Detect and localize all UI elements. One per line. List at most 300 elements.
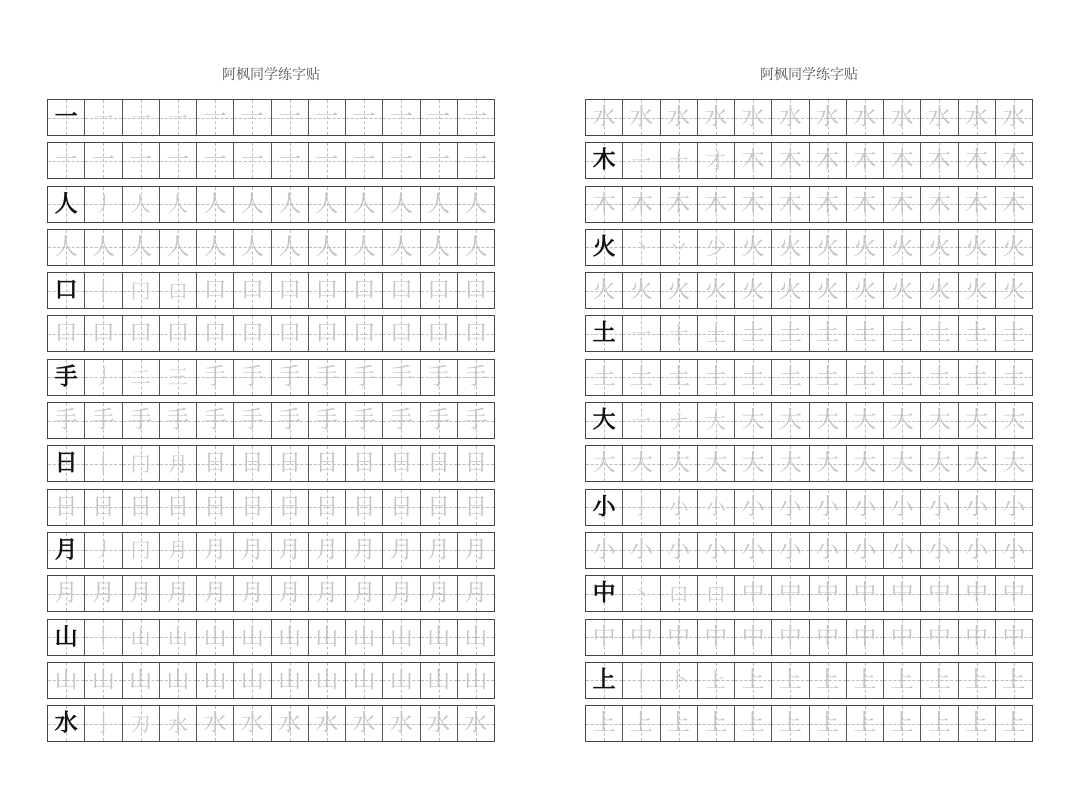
trace-cell <box>884 533 921 568</box>
trace-cell <box>272 620 309 655</box>
trace-character: 水 <box>167 711 188 736</box>
trace-character: 小 <box>778 536 802 563</box>
trace-character: 人 <box>315 190 339 217</box>
trace-cell <box>810 490 847 525</box>
trace-cell <box>85 533 122 568</box>
trace-character: 中 <box>816 623 840 650</box>
trace-cell <box>85 230 122 265</box>
trace-cell <box>921 143 958 178</box>
practice-row <box>47 229 495 266</box>
trace-character: 中 <box>778 623 802 650</box>
trace-character: 人 <box>464 190 488 217</box>
trace-character: 火 <box>1002 233 1026 260</box>
trace-character: 山 <box>167 625 188 650</box>
trace-character: 月 <box>240 536 264 563</box>
trace-character: 日 <box>352 450 376 477</box>
trace-character: 大 <box>853 450 877 477</box>
trace-cell <box>197 403 234 438</box>
trace-character: 手 <box>240 407 264 434</box>
trace-cell <box>772 316 809 351</box>
trace-cell <box>810 533 847 568</box>
trace-cell <box>810 230 847 265</box>
trace-character: 大 <box>629 450 653 477</box>
trace-character: 口 <box>389 320 413 347</box>
trace-character: 一 <box>54 147 78 174</box>
trace-character: 人 <box>389 190 413 217</box>
trace-cell <box>772 273 809 308</box>
model-cell <box>586 143 623 178</box>
trace-cell <box>197 706 234 741</box>
trace-cell <box>959 100 996 135</box>
practice-row <box>47 662 495 699</box>
trace-cell <box>921 100 958 135</box>
trace-cell <box>272 663 309 698</box>
trace-cell <box>623 143 660 178</box>
model-character: 手 <box>54 363 78 390</box>
trace-cell <box>160 490 197 525</box>
trace-character: 丨 <box>631 668 652 693</box>
trace-cell <box>921 576 958 611</box>
trace-character: 手 <box>91 407 115 434</box>
trace-cell <box>234 576 271 611</box>
trace-cell <box>884 360 921 395</box>
trace-cell <box>309 273 346 308</box>
trace-character: 大 <box>741 407 765 434</box>
trace-cell <box>234 143 271 178</box>
trace-character: 手 <box>315 363 339 390</box>
trace-character: 一 <box>130 105 151 130</box>
trace-cell <box>884 143 921 178</box>
trace-cell <box>346 273 383 308</box>
trace-cell <box>197 143 234 178</box>
trace-character: 上 <box>705 668 726 693</box>
practice-row <box>47 186 495 223</box>
trace-cell <box>735 533 772 568</box>
trace-cell <box>346 706 383 741</box>
trace-character: 一 <box>315 104 339 130</box>
trace-cell <box>586 620 623 655</box>
trace-character: 口 <box>203 277 227 304</box>
trace-cell <box>383 230 420 265</box>
trace-character: 小 <box>741 536 765 563</box>
trace-cell <box>772 446 809 481</box>
trace-character: 日 <box>315 493 339 520</box>
trace-cell <box>234 403 271 438</box>
trace-cell <box>160 706 197 741</box>
trace-character: 日 <box>352 493 376 520</box>
trace-cell <box>234 446 271 481</box>
trace-cell <box>272 230 309 265</box>
trace-cell <box>309 706 346 741</box>
trace-cell <box>810 446 847 481</box>
trace-cell <box>123 403 160 438</box>
trace-cell <box>884 706 921 741</box>
trace-character: 土 <box>816 363 840 390</box>
trace-cell <box>586 100 623 135</box>
trace-character: 火 <box>965 233 989 260</box>
trace-cell <box>346 360 383 395</box>
trace-character: 刀 <box>130 711 151 736</box>
trace-character: 山 <box>166 666 190 693</box>
trace-cell <box>123 576 160 611</box>
trace-cell <box>123 316 160 351</box>
trace-character: 人 <box>427 190 451 217</box>
trace-cell <box>698 706 735 741</box>
trace-cell <box>458 576 494 611</box>
model-character: 山 <box>54 623 78 650</box>
trace-cell <box>661 100 698 135</box>
trace-cell <box>661 187 698 222</box>
trace-character: 小 <box>965 493 989 520</box>
trace-cell <box>123 490 160 525</box>
trace-cell <box>810 273 847 308</box>
trace-cell <box>661 620 698 655</box>
trace-cell <box>458 143 494 178</box>
trace-cell <box>921 446 958 481</box>
trace-character: 中 <box>1002 623 1026 650</box>
trace-character: 水 <box>965 104 989 130</box>
trace-character: 土 <box>927 363 951 390</box>
trace-cell <box>772 706 809 741</box>
model-character: 日 <box>54 450 78 477</box>
trace-character: 手 <box>464 363 488 390</box>
trace-cell <box>996 576 1032 611</box>
trace-cell <box>735 143 772 178</box>
trace-cell <box>884 446 921 481</box>
trace-cell <box>959 663 996 698</box>
trace-cell <box>772 187 809 222</box>
practice-row <box>585 359 1033 396</box>
trace-character: 水 <box>592 104 616 130</box>
trace-character: 一 <box>315 147 339 174</box>
trace-cell <box>383 706 420 741</box>
trace-character: 丿 <box>93 365 114 390</box>
model-cell <box>48 620 85 655</box>
trace-character: 口 <box>668 581 689 606</box>
trace-cell <box>160 143 197 178</box>
trace-character: 小 <box>704 536 728 563</box>
trace-character: 口 <box>240 320 264 347</box>
trace-cell <box>197 576 234 611</box>
trace-cell <box>85 490 122 525</box>
trace-cell <box>309 100 346 135</box>
trace-cell <box>160 576 197 611</box>
trace-character: 月 <box>315 536 339 563</box>
trace-character: 日 <box>389 450 413 477</box>
trace-character: 月 <box>315 580 339 607</box>
trace-character: 月 <box>389 580 413 607</box>
trace-cell <box>810 100 847 135</box>
trace-character: 日 <box>129 493 153 520</box>
trace-character: 口 <box>167 278 188 303</box>
model-cell <box>48 187 85 222</box>
trace-cell <box>810 663 847 698</box>
trace-character: 人 <box>203 190 227 217</box>
trace-character: 火 <box>853 277 877 304</box>
model-cell <box>586 230 623 265</box>
trace-cell <box>272 533 309 568</box>
trace-character: 大 <box>778 407 802 434</box>
model-character: 人 <box>54 190 78 217</box>
trace-character: 口 <box>91 320 115 347</box>
trace-cell <box>458 403 494 438</box>
trace-character: 木 <box>667 190 691 217</box>
trace-character: 土 <box>1002 320 1026 347</box>
trace-cell <box>123 143 160 178</box>
trace-cell <box>383 360 420 395</box>
trace-cell <box>383 403 420 438</box>
practice-sheet-right <box>585 99 1033 748</box>
trace-character: 小 <box>927 536 951 563</box>
trace-cell <box>661 273 698 308</box>
trace-character: 火 <box>778 277 802 304</box>
trace-character: 人 <box>352 233 376 260</box>
trace-cell <box>810 360 847 395</box>
trace-cell <box>309 490 346 525</box>
trace-character: 一 <box>352 147 376 174</box>
trace-cell <box>959 533 996 568</box>
trace-cell <box>698 533 735 568</box>
trace-cell <box>698 316 735 351</box>
trace-cell <box>160 663 197 698</box>
trace-cell <box>383 490 420 525</box>
trace-cell <box>160 316 197 351</box>
trace-character: 口 <box>464 320 488 347</box>
trace-character: 上 <box>927 666 951 693</box>
trace-character: 日 <box>203 450 227 477</box>
trace-character: 小 <box>592 536 616 563</box>
trace-cell <box>234 533 271 568</box>
trace-character: 丨 <box>93 625 114 650</box>
trace-character: 大 <box>816 407 840 434</box>
trace-character: 口 <box>352 320 376 347</box>
trace-cell <box>772 143 809 178</box>
trace-character: 木 <box>778 190 802 217</box>
trace-cell <box>272 446 309 481</box>
trace-cell <box>623 533 660 568</box>
trace-cell <box>197 100 234 135</box>
trace-cell <box>623 100 660 135</box>
trace-character: 中 <box>890 623 914 650</box>
trace-cell <box>772 100 809 135</box>
trace-character: 手 <box>203 363 227 390</box>
trace-character: 手 <box>278 363 302 390</box>
trace-character: 丶 <box>631 235 652 260</box>
trace-character: 水 <box>427 710 451 737</box>
trace-cell <box>85 663 122 698</box>
trace-cell <box>421 403 458 438</box>
trace-character: 月 <box>389 536 413 563</box>
trace-character: 山 <box>464 623 488 650</box>
trace-cell <box>735 403 772 438</box>
trace-cell <box>309 316 346 351</box>
trace-character: 口 <box>278 320 302 347</box>
trace-cell <box>309 446 346 481</box>
trace-cell <box>698 663 735 698</box>
trace-character: 人 <box>427 233 451 260</box>
trace-character: 口 <box>427 277 451 304</box>
trace-character: 水 <box>203 710 227 737</box>
trace-cell <box>272 360 309 395</box>
trace-cell <box>421 273 458 308</box>
trace-cell <box>421 143 458 178</box>
trace-character: 土 <box>704 363 728 390</box>
trace-character: 日 <box>278 493 302 520</box>
trace-character: 中 <box>816 580 840 607</box>
trace-cell <box>346 620 383 655</box>
trace-cell <box>847 403 884 438</box>
practice-row <box>47 142 495 179</box>
trace-character: 日 <box>166 493 190 520</box>
trace-cell <box>346 187 383 222</box>
practice-sheet-left <box>47 99 495 748</box>
trace-character: 木 <box>965 190 989 217</box>
trace-cell <box>959 490 996 525</box>
trace-character: 火 <box>816 233 840 260</box>
trace-character: 水 <box>890 104 914 130</box>
trace-cell <box>661 706 698 741</box>
trace-character: 山 <box>203 623 227 650</box>
trace-cell <box>421 446 458 481</box>
trace-cell <box>586 273 623 308</box>
trace-cell <box>383 620 420 655</box>
trace-character: 中 <box>965 623 989 650</box>
trace-cell <box>383 143 420 178</box>
trace-character: 木 <box>629 190 653 217</box>
trace-character: 人 <box>464 233 488 260</box>
trace-cell <box>623 620 660 655</box>
trace-cell <box>346 533 383 568</box>
trace-cell <box>847 187 884 222</box>
trace-character: 丨 <box>93 278 114 303</box>
trace-cell <box>661 663 698 698</box>
trace-cell <box>884 663 921 698</box>
trace-character: 一 <box>631 148 652 173</box>
trace-character: 手 <box>427 363 451 390</box>
trace-cell <box>996 446 1032 481</box>
trace-cell <box>160 620 197 655</box>
practice-row <box>585 315 1033 352</box>
trace-character: 月 <box>129 580 153 607</box>
practice-row <box>585 142 1033 179</box>
trace-cell <box>85 187 122 222</box>
trace-cell <box>623 576 660 611</box>
trace-character: 山 <box>389 623 413 650</box>
trace-character: 手 <box>352 363 376 390</box>
trace-cell <box>810 576 847 611</box>
trace-character: 日 <box>315 450 339 477</box>
trace-cell <box>197 446 234 481</box>
trace-cell <box>810 706 847 741</box>
trace-character: 人 <box>130 192 151 217</box>
trace-character: 大 <box>927 407 951 434</box>
trace-character: 手 <box>166 407 190 434</box>
trace-cell <box>623 273 660 308</box>
trace-character: 中 <box>965 580 989 607</box>
trace-character: 木 <box>741 190 765 217</box>
trace-cell <box>996 403 1032 438</box>
trace-cell <box>85 273 122 308</box>
trace-character: 木 <box>927 147 951 174</box>
trace-cell <box>847 706 884 741</box>
trace-character: 口 <box>705 581 726 606</box>
trace-character: 土 <box>629 363 653 390</box>
trace-character: 火 <box>778 233 802 260</box>
trace-cell <box>996 316 1032 351</box>
trace-character: 山 <box>352 623 376 650</box>
trace-cell <box>309 230 346 265</box>
trace-character: 口 <box>278 277 302 304</box>
trace-character: 木 <box>1002 147 1026 174</box>
trace-cell <box>160 360 197 395</box>
trace-cell <box>458 230 494 265</box>
trace-character: 人 <box>278 190 302 217</box>
trace-cell <box>698 620 735 655</box>
trace-character: 日 <box>389 493 413 520</box>
trace-character: 月 <box>464 536 488 563</box>
trace-cell <box>160 230 197 265</box>
trace-character: 口 <box>129 320 153 347</box>
trace-character: 手 <box>129 407 153 434</box>
trace-character: 木 <box>816 147 840 174</box>
trace-character: 小 <box>816 493 840 520</box>
trace-cell <box>996 187 1032 222</box>
trace-character: 亅 <box>93 711 114 736</box>
trace-cell <box>623 706 660 741</box>
trace-character: 木 <box>965 147 989 174</box>
trace-cell <box>123 620 160 655</box>
trace-cell <box>197 273 234 308</box>
trace-cell <box>698 403 735 438</box>
model-cell <box>48 533 85 568</box>
trace-character: 人 <box>278 233 302 260</box>
trace-character: 土 <box>965 363 989 390</box>
trace-character: 上 <box>667 710 691 737</box>
trace-character: 口 <box>240 277 264 304</box>
trace-cell <box>623 187 660 222</box>
trace-character: 中 <box>1002 580 1026 607</box>
trace-cell <box>735 273 772 308</box>
trace-cell <box>735 230 772 265</box>
trace-character: 山 <box>389 666 413 693</box>
trace-cell <box>959 446 996 481</box>
trace-character: 小 <box>667 536 691 563</box>
trace-cell <box>197 490 234 525</box>
trace-character: 口 <box>315 320 339 347</box>
trace-cell <box>847 576 884 611</box>
trace-character: 小 <box>853 536 877 563</box>
trace-character: 山 <box>240 666 264 693</box>
trace-cell <box>309 663 346 698</box>
trace-character: 大 <box>890 450 914 477</box>
trace-character: 十 <box>668 148 689 173</box>
trace-character: 小 <box>1002 493 1026 520</box>
practice-row <box>47 445 495 482</box>
trace-character: 中 <box>927 623 951 650</box>
trace-character: 上 <box>965 666 989 693</box>
trace-character: 土 <box>592 363 616 390</box>
trace-cell <box>698 490 735 525</box>
trace-cell <box>309 620 346 655</box>
trace-character: 土 <box>853 320 877 347</box>
trace-cell <box>996 490 1032 525</box>
trace-character: 月 <box>166 580 190 607</box>
trace-cell <box>847 316 884 351</box>
trace-cell <box>346 576 383 611</box>
trace-character: 水 <box>816 104 840 130</box>
page-title-right: 阿枫同学练字贴 <box>760 67 858 83</box>
trace-character: 丶 <box>631 581 652 606</box>
